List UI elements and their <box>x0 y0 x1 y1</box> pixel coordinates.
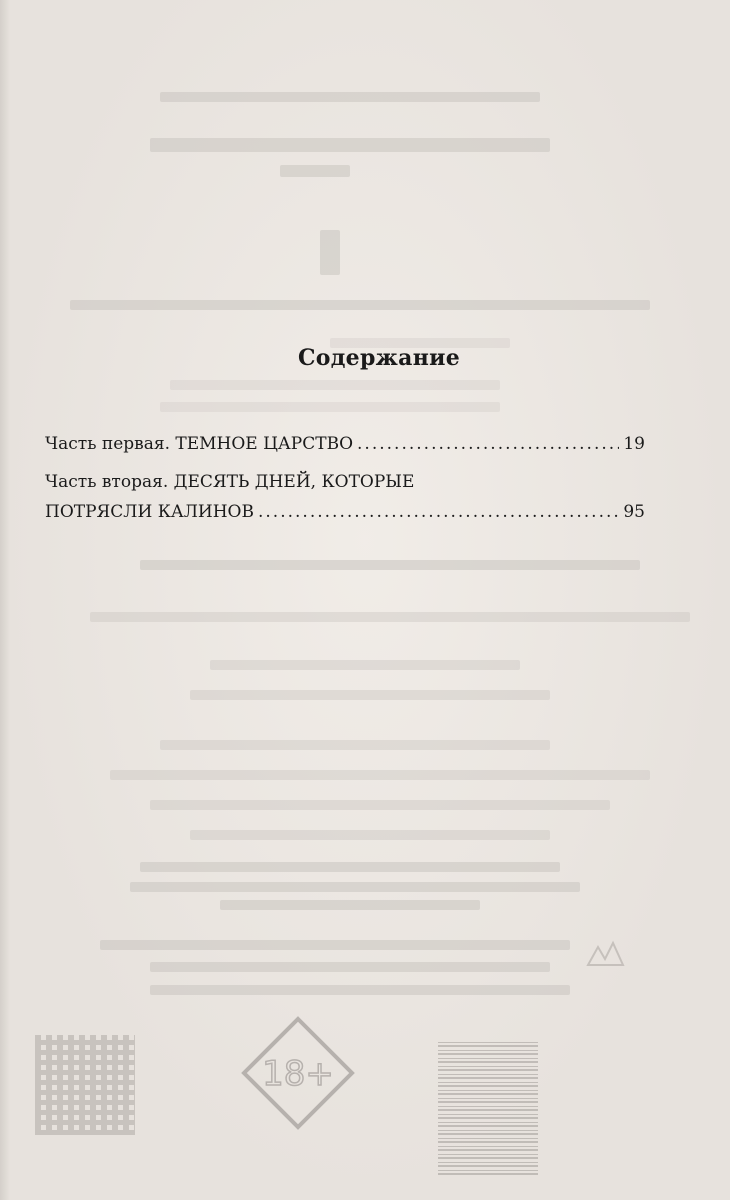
dot-leader <box>357 432 619 456</box>
toc-entry-label: Часть первая. ТЕМНОЕ ЦАРСТВО <box>45 434 354 454</box>
toc-entry-label-continued: ПОТРЯСЛИ КАЛИНОВ <box>45 502 254 522</box>
toc-entry-part-one[interactable] <box>45 432 645 456</box>
toc-entry-part-two[interactable] <box>45 470 645 524</box>
page-edge-shadow <box>0 0 10 1200</box>
age-rating-text: 18+ <box>262 1054 334 1094</box>
toc-entry-page: 19 <box>623 434 645 454</box>
dot-leader <box>258 500 619 524</box>
bleed-barcode <box>438 1040 538 1175</box>
toc-entry-page: 95 <box>623 502 645 522</box>
age-rating-icon <box>240 1015 356 1131</box>
publisher-logo-icon <box>583 935 628 975</box>
toc-title: Содержание <box>297 345 461 371</box>
toc-entry-label: Часть вторая. ДЕСЯТЬ ДНЕЙ, КОТОРЫЕ <box>45 472 415 492</box>
bleed-qr-code <box>35 1035 135 1135</box>
